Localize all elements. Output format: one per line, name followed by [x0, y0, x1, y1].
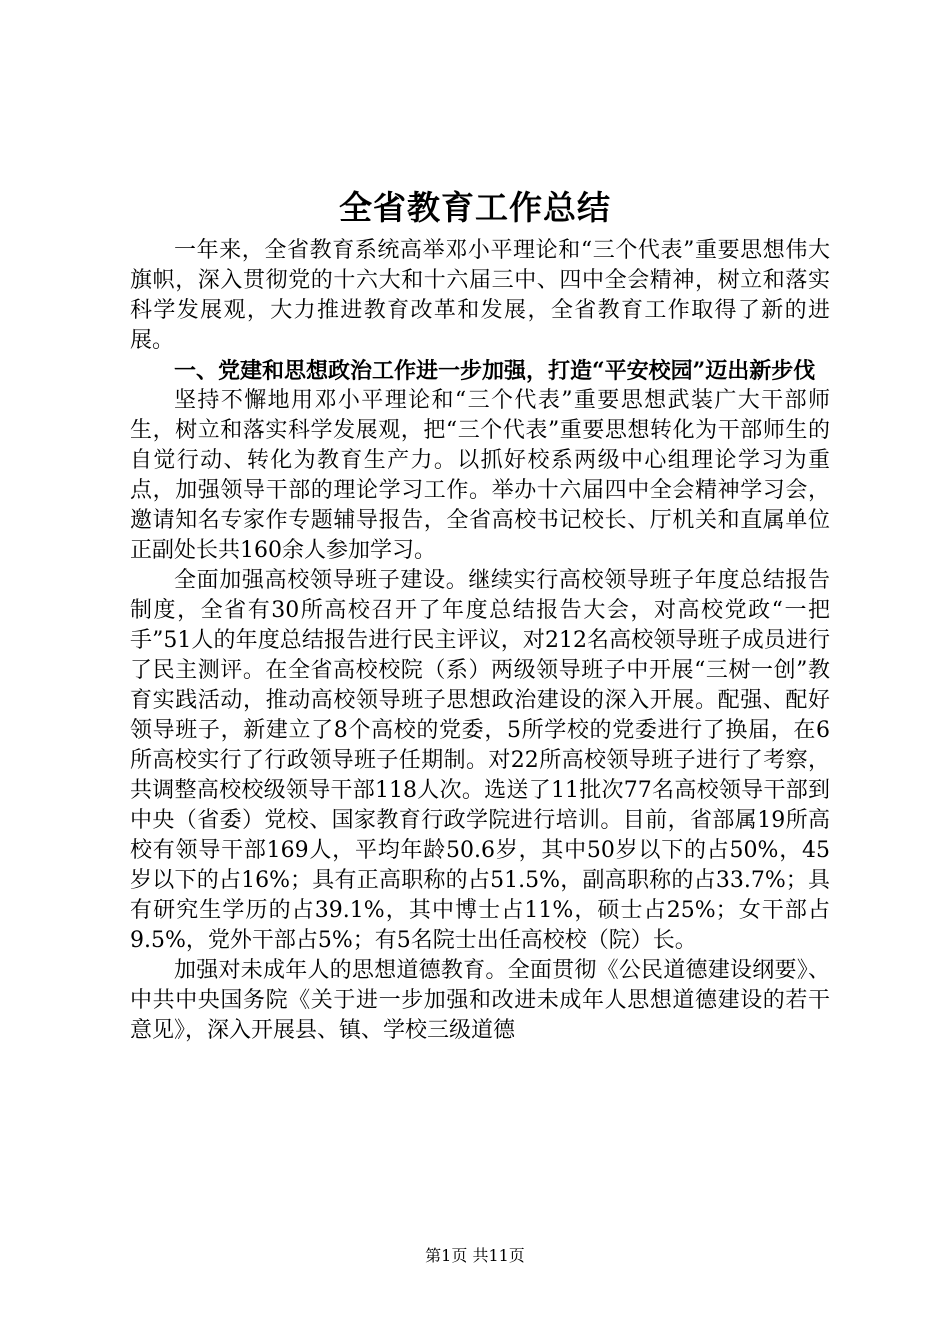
page-footer: 第1页 共11页	[425, 1246, 525, 1265]
body-paragraph-1: 坚持不懈地用邓小平理论和“三个代表”重要思想武装广大干部师生，树立和落实科学发展观，把“三个代表”重要思想转化为干部师生的自觉行动、转化为教育生产力。以抓好校系两级中心组理论学习为重点，加强领导干部的理论学习工作。举办十六届四中全会精神学习会，邀请知名专家作专题辅导报告，全省高校书记校长、厅机关和直属单位正副处长共160余人参加学习。	[130, 388, 830, 563]
document-body	[130, 236, 830, 1046]
intro-paragraph: 一年来，全省教育系统高举邓小平理论和“三个代表”重要思想伟大旗帜，深入贯彻党的十六大和十六届三中、四中全会精神，树立和落实科学发展观，大力推进教育改革和发展，全省教育工作取得了新的进展。	[130, 238, 830, 353]
body-paragraph-2: 全面加强高校领导班子建设。继续实行高校领导班子年度总结报告制度，全省有30所高校召开了年度总结报告大会，对高校党政“一把手”51人的年度总结报告进行民主评议，对212名高校领导班子成员进行了民主测评。在全省高校校院（系）两级领导班子中开展“三树一创”教育实践活动，推动高校领导班子思想政治建设的深入开展。配强、配好领导班子，新建立了8个高校的党委，5所学校的党委进行了换届，在6所高校实行了行政领导班子任期制。对22所高校领导班子进行了考察，共调整高校校级领导干部118人次。选送了11批次77名高校领导干部到中央（省委）党校、国家教育行政学院进行培训。目前，省部属19所高校有领导干部169人，平均年龄50.6岁，其中50岁以下的占50%，45岁以下的占16%；具有正高职称的占51.5%，副高职称的占33.7%；具有研究生学历的占39.1%，其中博士占11%，硕士占25%；女干部占9.5%，党外干部占5%；有5名院士出任高校校（院）长。	[130, 568, 830, 953]
body-paragraph-3: 加强对未成年人的思想道德教育。全面贯彻《公民道德建设纲要》、中共中央国务院《关于进一步加强和改进未成年人思想道德建设的若干意见》，深入开展县、镇、学校三级道德	[130, 958, 830, 1043]
section-heading: 一、党建和思想政治工作进一步加强，打造“平安校园”迈出新步伐	[174, 358, 816, 384]
document-title: 全省教育工作总结	[339, 188, 611, 227]
